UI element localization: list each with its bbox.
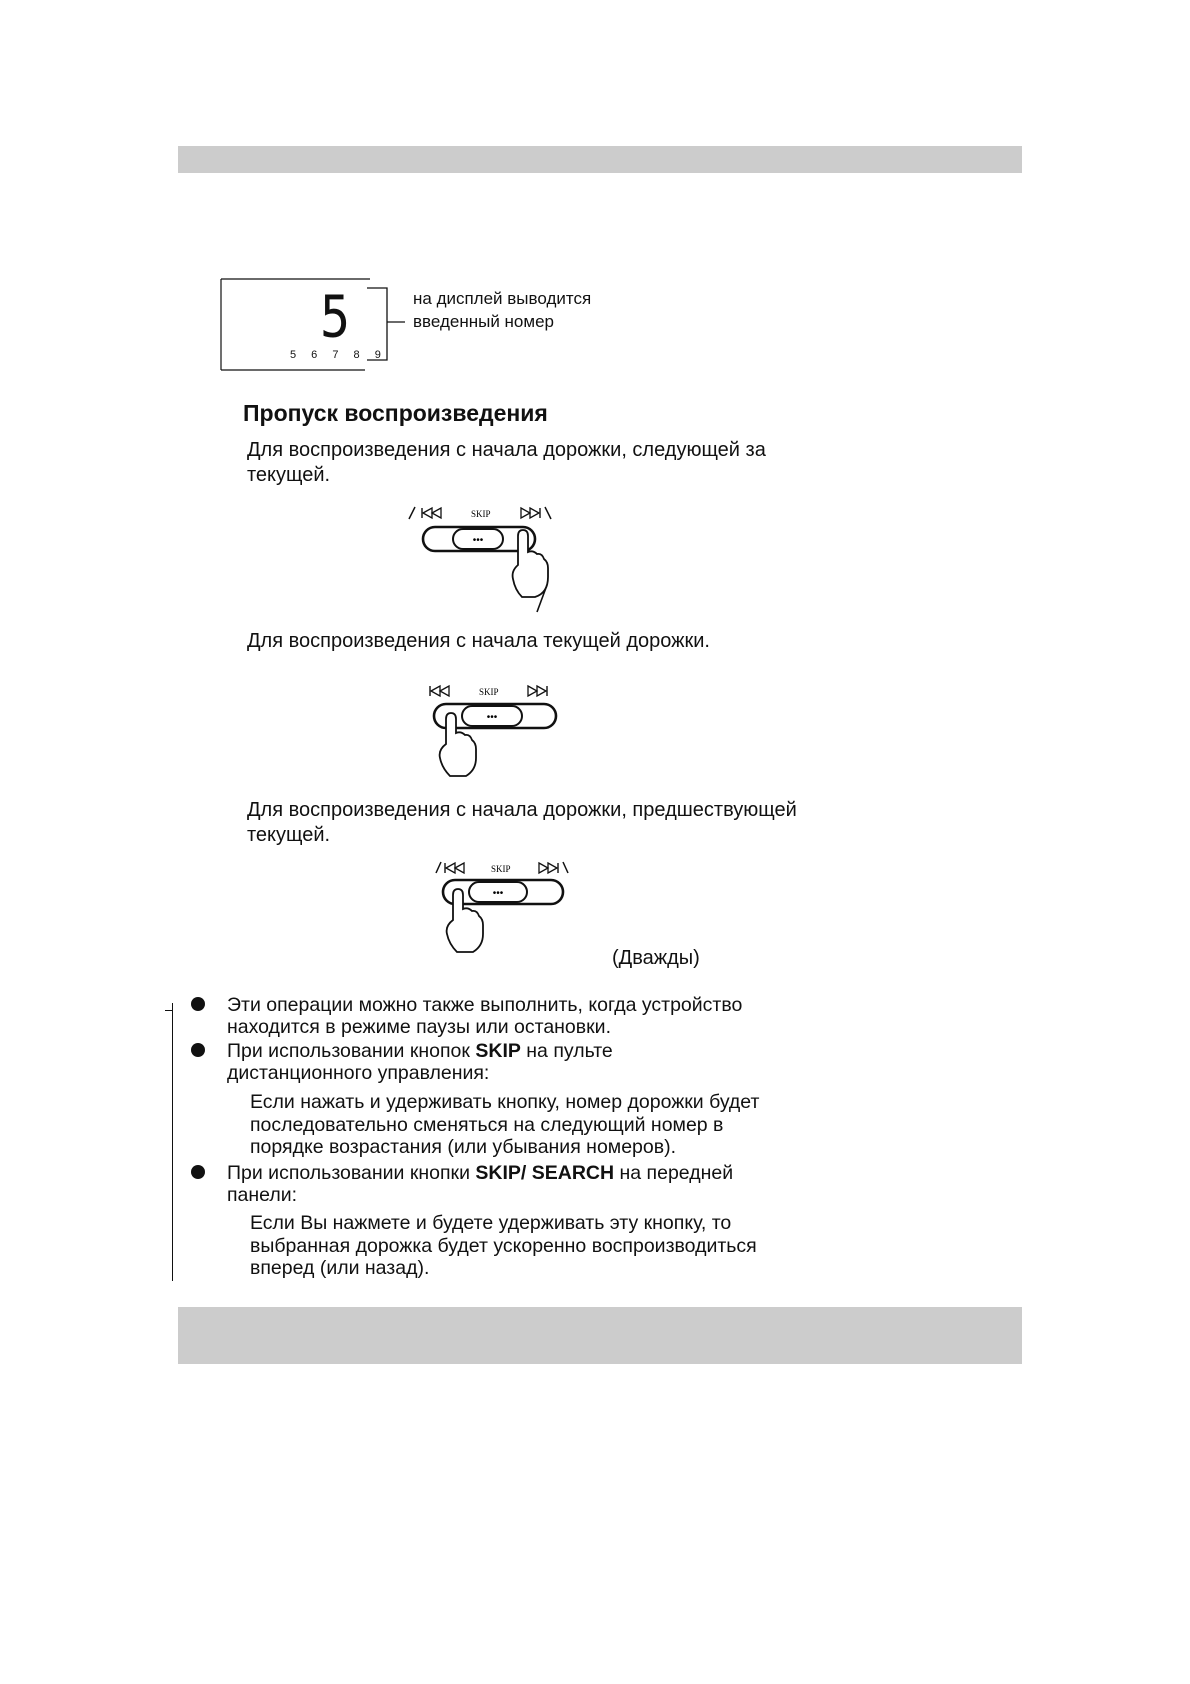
note-3 [227,1162,733,1206]
skip-forward-icon [521,508,540,518]
section-title: Пропуск воспроизведения [243,400,548,426]
skip-previous-figure [433,860,593,960]
instruction-current-track [247,629,710,654]
lcd-callout-line2: введенный номер [413,312,554,331]
note-2-detail [250,1091,759,1159]
note-line: вперед (или назад). [250,1257,430,1279]
note-line: дистанционного управления: [227,1062,490,1084]
note-line: Эти операции можно также выполнить, когда устройство [227,994,743,1016]
note-1 [227,994,742,1038]
note-2 [227,1040,613,1084]
note-line: находится в режиме паузы или остановки. [227,1016,611,1038]
skip-back-icon [422,508,441,518]
bullet-icon [191,1165,205,1179]
bullet-icon [191,1043,205,1057]
lcd-callout-line1: на дисплей выводится [413,289,592,308]
note-line: последовательно сменяться на следующий номер в [250,1113,724,1136]
lcd-bracket [365,287,405,367]
skip-label: SKIP [491,864,511,874]
lcd-digit: 5 [320,283,351,351]
note-line: порядке возрастания (или убывания номеров). [250,1136,677,1158]
skip-forward-icon [528,686,547,696]
twice-label: (Дважды) [612,947,700,969]
skip-forward-icon [539,863,558,873]
skip-label: SKIP [479,687,499,697]
skip-label: SKIP [471,509,491,519]
instruction-next-track [247,438,766,488]
instruction-line: Для воспроизведения с начала текущей дорожки. [247,630,710,652]
skip-button-dots: ••• [472,535,484,546]
lcd-callout [413,287,591,333]
note-line: При использовании кнопки SKIP/ SEARCH на передней [227,1162,734,1184]
instruction-line: Для воспроизведения с начала дорожки, следующей за [247,439,766,461]
note-line: панели: [227,1184,298,1206]
bullet-icon [191,997,205,1011]
instruction-line: Для воспроизведения с начала дорожки, предшествующей [247,799,797,821]
note-line: Если Вы нажмете и будете удерживать эту кнопку, то [250,1212,732,1234]
instruction-line: текущей. [247,824,331,846]
skip-current-figure [428,684,578,784]
note-line: При использовании кнопок SKIP на пульте [227,1040,613,1062]
skip-button-dots: ••• [486,712,498,723]
notes-margin-rule [172,1003,173,1281]
instruction-previous-track [247,798,797,848]
skip-forward-figure [405,505,575,625]
skip-back-icon [445,863,464,873]
instruction-line: текущей. [247,464,331,486]
keyword-skip-search: SKIP/ SEARCH [475,1162,615,1184]
keyword-skip: SKIP [475,1040,521,1062]
lcd-track-numbers: 5 6 7 8 9 [290,349,387,361]
header-band [178,146,1022,173]
skip-button-dots: ••• [492,888,504,899]
note-line: выбранная дорожка будет ускоренно воспроизводиться [250,1234,757,1257]
note-line: Если нажать и удерживать кнопку, номер дорожки будет [250,1091,760,1113]
notes-margin-tick [165,1010,173,1011]
skip-back-icon [430,686,449,696]
note-3-detail [250,1212,757,1280]
footer-band [178,1307,1022,1364]
